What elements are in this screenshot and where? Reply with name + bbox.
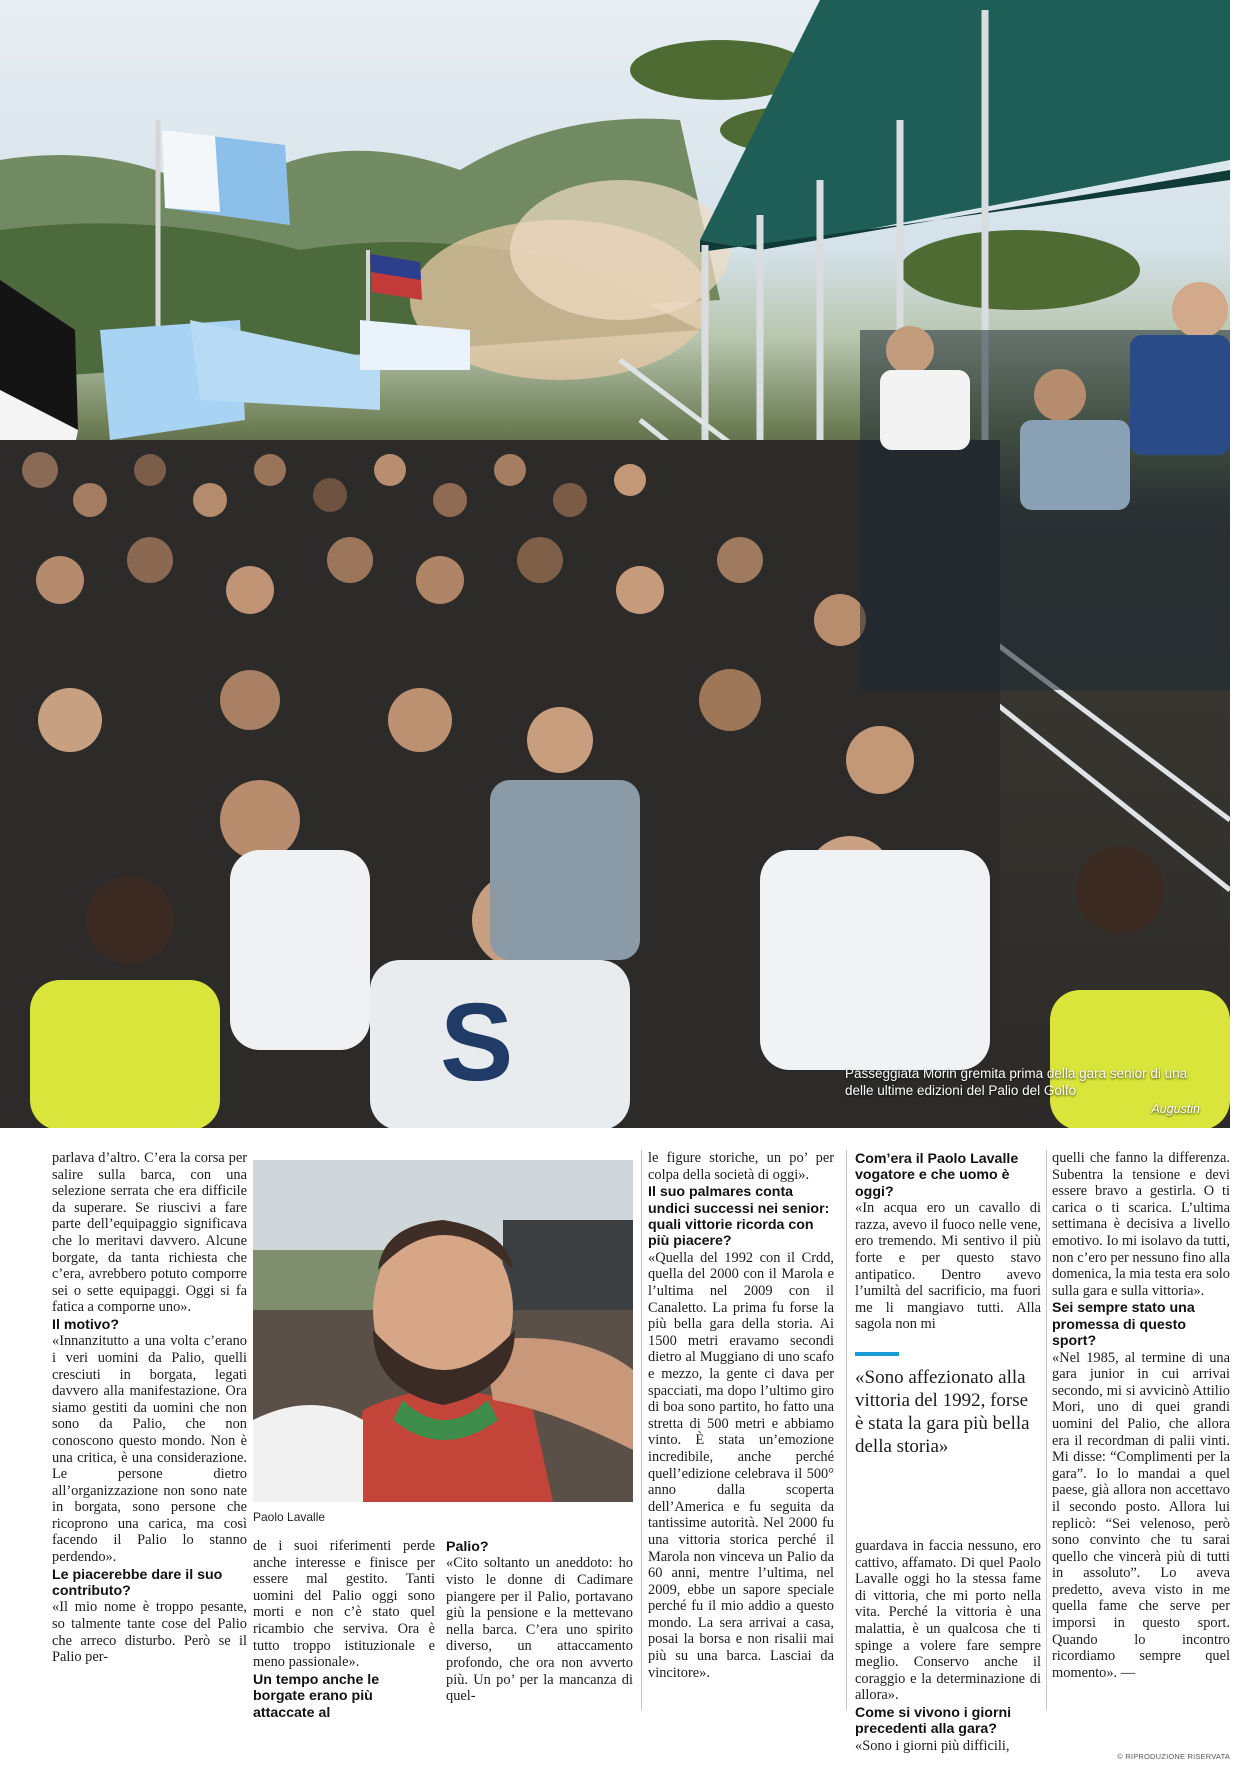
interview-question: Il motivo? xyxy=(52,1316,119,1333)
paragraph: «Cito soltanto un aneddoto: ho visto le donne di Cadimare piangere per il Palio, portavano giù la pensione e la mettevano nella barca. C’era uno spirito diverso, un attaccamento profondo, che ora non avverto più. Un po’ per la mancanza di quel- xyxy=(446,1555,633,1705)
portrait-caption: Paolo Lavalle xyxy=(253,1510,326,1524)
article-column-3-bottom xyxy=(446,1538,633,1705)
article-column-5-bottom xyxy=(855,1538,1041,1754)
article-column-2 xyxy=(253,1538,435,1721)
svg-text:S: S xyxy=(440,981,514,1104)
pull-quote-accent-bar xyxy=(855,1352,899,1356)
article-column-4 xyxy=(648,1150,834,1681)
interview-question: Il suo palmares conta undici successi nei senior: quali vittorie ricorda con più piacere? xyxy=(648,1184,830,1250)
paragraph: quelli che fanno la differenza. Subentra la tensione e devi essere bravo a gestirla. O ti carica o ti scarica. L’ultima settimana è decisiva a livello emotivo. Io mi isolavo da tutti, non c’ero per nessuno fino alla domenica, la mia testa era solo sulla gara e sulla vittoria». xyxy=(1052,1150,1230,1299)
interview-question: Come si vivono i giorni precedenti alla gara? xyxy=(855,1704,1012,1738)
interview-question: Com’era il Paolo Lavalle vogatore e che uomo è oggi? xyxy=(855,1151,1019,1200)
interview-question: Un tempo anche le borgate erano più attaccate al xyxy=(253,1671,380,1721)
column-divider xyxy=(1046,1150,1047,1710)
article-column-6 xyxy=(1052,1150,1230,1681)
interview-question: Le piacerebbe dare il suo contributo? xyxy=(52,1566,223,1600)
paragraph: de i suoi riferimenti perde anche interesse e finisce per essere mal gestito. Tanti uomini del Palio oggi sono morti e non c’è stato quel ricambio che serviva. Ora è tutto troppo istituzionale e meno passionale». xyxy=(253,1538,435,1671)
article-column-1 xyxy=(52,1150,247,1666)
portrait-illustration xyxy=(253,1160,633,1502)
article-column-5 xyxy=(855,1150,1041,1333)
paragraph: «Quella del 1992 con il Crdd, quella del 2000 con il Marola e l’ultima nel 2009 con il Canaletto. La prima fu forse la più bella gara della storia. Ai 1500 metri eravamo secondi dietro al Muggiano di uno scafo e mezzo, la gente ci dava per spacciati, ma dopo l’ultimo giro di boa sono partito, ho fatto una stretta di 500 metri e abbiamo vinto. È stata un’emozione incredibile, anche perché quell’edizione celebrava il 500° anno dalla scoperta dell’America e fu seguita da tantissime autorità. Nel 2000 fu una vittoria storica perché il Marola non vinceva un Palio da 60 anni, mentre l’ultima, nel 2009, ebbe un sapore speciale perché fu il mio addio a questo mondo. La sera arrivai a casa, posai la borsa e non risalii mai più su una barca. Lasciai da vincitore». xyxy=(648,1249,834,1681)
interview-question: Palio? xyxy=(446,1539,489,1555)
paragraph: le figure storiche, un po’ per colpa della società di oggi». xyxy=(648,1150,834,1183)
paragraph: «Sono i giorni più difficili, xyxy=(855,1737,1010,1754)
paragraph: «In acqua ero un cavallo di razza, avevo il fuoco nelle vene, ero tremendo. Mi sentivo il più forte e per questo stavo antipatico. Dentro avevo l’umiltà del sacrificio, ma fuori me li mangiavo tutti. Alla sagola non mi xyxy=(855,1200,1041,1333)
paragraph: guardava in faccia nessuno, ero cattivo, affamato. Di quel Paolo Lavalle oggi ho la stessa fame di vittoria, che mi porto nella vita. Perché la vittoria è una malattia, è un qualcosa che ti spinge a volere fare sempre meglio. Conservo anche il coraggio e la determinazione di allora». xyxy=(855,1538,1041,1704)
copyright-notice: © RIPRODUZIONE RISERVATA xyxy=(1117,1752,1230,1761)
pull-quote xyxy=(855,1352,1041,1458)
hero-photo-caption: Passeggiata Morin gremita prima della gara senior di una delle ultime edizioni del Palio del Golfo xyxy=(845,1066,1188,1098)
photo-credit: Augustin xyxy=(1151,1102,1200,1116)
interview-question: Sei sempre stato una promessa di questo sport? xyxy=(1052,1300,1195,1350)
portrait-photo xyxy=(253,1160,633,1502)
paragraph: «Innanzitutto a una volta c’erano i veri uomini da Palio, quelli cresciuti in borgata, legati davvero alla manifestazione. Ora siamo gestiti da uomini che non sono da Palio, che non conoscono questo mondo. Non è una critica, è una considerazione. Le persone dietro all’organizzazione non sono nate in borgata, sono persone che ricoprono una carica, ma così facendo il Palio lo stanno perdendo». xyxy=(52,1333,247,1566)
paragraph: parlava d’altro. C’era la corsa per salire sulla barca, con una selezione serrata che era difficile da superare. Se riuscivi a fare parte dell’equipaggio significava che lo meritavi davvero. Alcune borgate, da tanta richiesta che c’era, avrebbero potuto comporre sei o sette equipaggi. Oggi si fa fatica a comporne uno». xyxy=(52,1150,247,1316)
paragraph: «Nel 1985, al termine di una gara junior in cui arrivai secondo, mi si avvicinò Attilio Mori, uno di quei grandi uomini del Palio, che allora era il recordman di palii vinti. Mi disse: “Complimenti per la gara”. Io lo mandai a quel paese, già allora non accettavo il secondo posto. Allora lui replicò: “Sei velenoso, però sono convinto che tu sarai quello che vincerà più di tutti in assoluto”. Lo aveva predetto, aveva visto in me quella fame che serve per imporsi in questo sport. Quando lo incontro ricordiamo sempre quel momento». — xyxy=(1052,1349,1230,1681)
paragraph: «Il mio nome è troppo pesante, so talmente tante cose del Palio che arreco disturbo. Però se il Palio per- xyxy=(52,1599,247,1666)
pull-quote-text: «Sono affezionato alla vittoria del 1992, forse è stata la gara più bella della storia» xyxy=(855,1367,1030,1457)
column-divider xyxy=(641,1150,642,1710)
column-divider xyxy=(846,1150,847,1710)
